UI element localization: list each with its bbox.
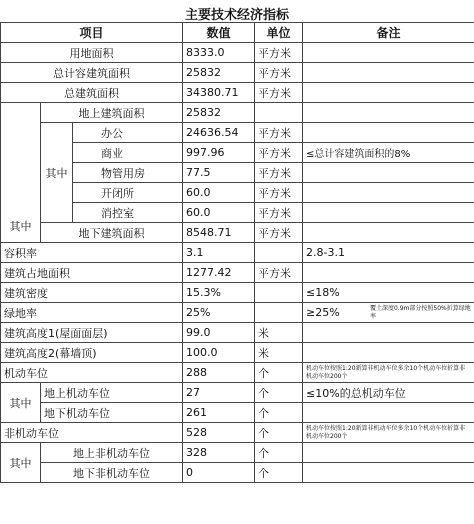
table-row bbox=[1, 163, 474, 183]
group-label-nonmotor: 其中 bbox=[1, 443, 41, 483]
row-unit: 平方米 bbox=[255, 43, 303, 63]
row-value: 34380.71 bbox=[183, 83, 255, 103]
table-row bbox=[1, 103, 474, 123]
row-note bbox=[303, 203, 474, 223]
row-note bbox=[303, 263, 474, 283]
row-label: 非机动车位 bbox=[1, 423, 183, 443]
row-value: 528 bbox=[183, 423, 255, 443]
green-note-main: ≥25% bbox=[306, 306, 340, 319]
indicator-table bbox=[0, 22, 474, 483]
row-note bbox=[303, 223, 474, 243]
row-unit: 个 bbox=[255, 363, 303, 383]
row-value: 25832 bbox=[183, 63, 255, 83]
table-row bbox=[1, 463, 474, 483]
row-label: 地上非机动车位 bbox=[41, 443, 183, 463]
row-value: 77.5 bbox=[183, 163, 255, 183]
row-label: 建筑密度 bbox=[1, 283, 183, 303]
row-value: 15.3% bbox=[183, 283, 255, 303]
row-note bbox=[303, 123, 474, 143]
table-row bbox=[1, 343, 474, 363]
row-note bbox=[303, 463, 474, 483]
row-label: 地上建筑面积 bbox=[41, 103, 183, 123]
row-unit bbox=[255, 243, 303, 263]
table-row bbox=[1, 243, 474, 263]
row-note: 机动车位按照1:20新算非机动车位多余10个机动车位折算非机动车位200个 bbox=[303, 363, 474, 383]
row-label: 商业 bbox=[73, 143, 183, 163]
table-row bbox=[1, 403, 474, 423]
table-row bbox=[1, 263, 474, 283]
table-row bbox=[1, 203, 474, 223]
row-unit: 平方米 bbox=[255, 223, 303, 243]
row-note bbox=[303, 163, 474, 183]
table-row bbox=[1, 183, 474, 203]
row-label: 绿地率 bbox=[1, 303, 183, 323]
row-unit: 个 bbox=[255, 403, 303, 423]
table-row bbox=[1, 43, 474, 63]
row-label: 机动车位 bbox=[1, 363, 183, 383]
group-label-motor: 其中 bbox=[1, 383, 41, 423]
row-label: 物管用房 bbox=[73, 163, 183, 183]
table-row bbox=[1, 83, 474, 103]
row-label: 用地面积 bbox=[1, 43, 183, 63]
row-unit: 平方米 bbox=[255, 83, 303, 103]
row-unit: 个 bbox=[255, 383, 303, 403]
row-unit: 个 bbox=[255, 423, 303, 443]
row-label: 办公 bbox=[73, 123, 183, 143]
table-row bbox=[1, 223, 474, 243]
row-unit bbox=[255, 283, 303, 303]
group-label-above: 其中 bbox=[41, 123, 73, 223]
row-value: 997.96 bbox=[183, 143, 255, 163]
row-label: 容积率 bbox=[1, 243, 183, 263]
row-value: 60.0 bbox=[183, 203, 255, 223]
row-unit: 平方米 bbox=[255, 203, 303, 223]
row-label: 建筑高度2(幕墙顶) bbox=[1, 343, 183, 363]
row-label: 地下非机动车位 bbox=[41, 463, 183, 483]
row-note bbox=[303, 403, 474, 423]
table-row bbox=[1, 383, 474, 403]
row-label: 消控室 bbox=[73, 203, 183, 223]
header-unit: 单位 bbox=[255, 23, 303, 43]
row-unit: 米 bbox=[255, 323, 303, 343]
row-value: 288 bbox=[183, 363, 255, 383]
row-note bbox=[303, 63, 474, 83]
row-label: 地下机动车位 bbox=[41, 403, 183, 423]
row-unit: 平方米 bbox=[255, 183, 303, 203]
row-unit: 平方米 bbox=[255, 63, 303, 83]
row-label: 总建筑面积 bbox=[1, 83, 183, 103]
row-value: 60.0 bbox=[183, 183, 255, 203]
table-row bbox=[1, 363, 474, 383]
row-note: 机动车位按照1:20新算非机动车位多余10个机动车位折算非机动车位200个 bbox=[303, 423, 474, 443]
row-note bbox=[303, 343, 474, 363]
header-note: 备注 bbox=[303, 23, 474, 43]
row-label: 开闭所 bbox=[73, 183, 183, 203]
table-row bbox=[1, 303, 474, 323]
row-note: 2.8-3.1 bbox=[303, 243, 474, 263]
table-row bbox=[1, 283, 474, 303]
row-unit: 平方米 bbox=[255, 143, 303, 163]
row-label: 总计容建筑面积 bbox=[1, 63, 183, 83]
green-note-small: 覆土深度0.9m部分按照50%折算绿地率 bbox=[370, 304, 471, 320]
row-note bbox=[303, 43, 474, 63]
table-row bbox=[1, 63, 474, 83]
row-unit: 个 bbox=[255, 443, 303, 463]
row-note bbox=[303, 83, 474, 103]
row-value: 1277.42 bbox=[183, 263, 255, 283]
row-note bbox=[303, 183, 474, 203]
row-unit: 平方米 bbox=[255, 123, 303, 143]
row-value: 0 bbox=[183, 463, 255, 483]
row-value: 25% bbox=[183, 303, 255, 323]
row-unit bbox=[255, 303, 303, 323]
row-label: 建筑高度1(屋面面层) bbox=[1, 323, 183, 343]
row-unit bbox=[255, 103, 303, 123]
row-value: 3.1 bbox=[183, 243, 255, 263]
row-unit: 个 bbox=[255, 463, 303, 483]
row-value: 24636.54 bbox=[183, 123, 255, 143]
row-value: 261 bbox=[183, 403, 255, 423]
row-note: ≤总计容建筑面积的8% bbox=[303, 143, 474, 163]
table-row bbox=[1, 123, 474, 143]
row-value: 99.0 bbox=[183, 323, 255, 343]
group-label-building: 其中 bbox=[1, 103, 41, 243]
page-title: 主要技术经济指标 bbox=[184, 8, 289, 23]
header-item: 项目 bbox=[1, 23, 183, 43]
row-note bbox=[303, 303, 474, 323]
row-label: 建筑占地面积 bbox=[1, 263, 183, 283]
table-row bbox=[1, 323, 474, 343]
table-row bbox=[1, 423, 474, 443]
row-note: ≤18% bbox=[303, 283, 474, 303]
row-note bbox=[303, 103, 474, 123]
row-unit: 平方米 bbox=[255, 163, 303, 183]
row-note bbox=[303, 323, 474, 343]
row-value: 27 bbox=[183, 383, 255, 403]
header-value: 数值 bbox=[183, 23, 255, 43]
table-row bbox=[1, 443, 474, 463]
row-note: ≤10%的总机动车位 bbox=[303, 383, 474, 403]
row-unit: 平方米 bbox=[255, 263, 303, 283]
row-value: 8333.0 bbox=[183, 43, 255, 63]
row-value: 328 bbox=[183, 443, 255, 463]
row-value: 8548.71 bbox=[183, 223, 255, 243]
row-label: 地上机动车位 bbox=[41, 383, 183, 403]
row-value: 25832 bbox=[183, 103, 255, 123]
row-note bbox=[303, 443, 474, 463]
table-row bbox=[1, 143, 474, 163]
row-value: 100.0 bbox=[183, 343, 255, 363]
row-label: 地下建筑面积 bbox=[41, 223, 183, 243]
header-row bbox=[1, 23, 474, 43]
row-unit: 米 bbox=[255, 343, 303, 363]
